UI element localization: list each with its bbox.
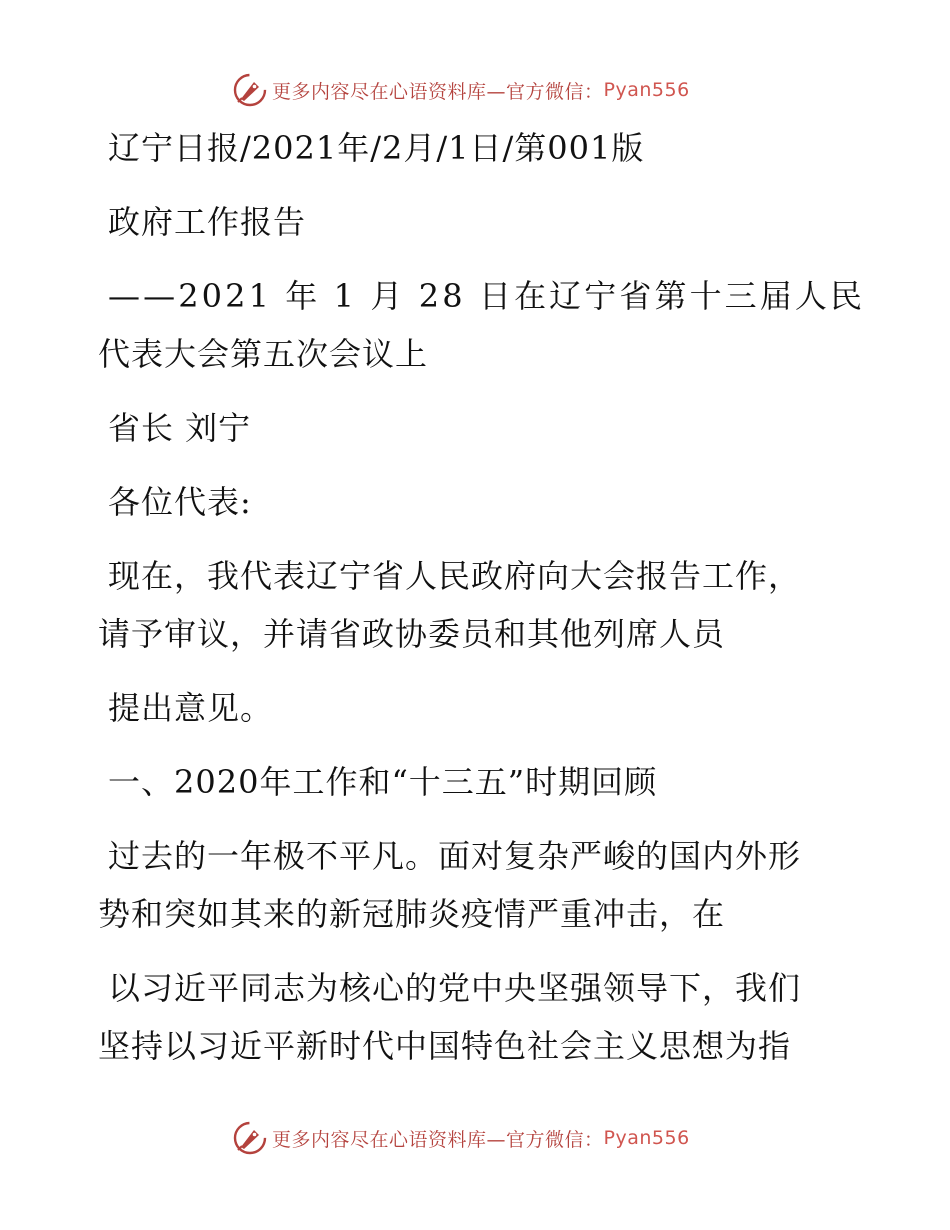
pen-nib-logo-icon [232,72,268,108]
document-source-line: 辽宁日报/2021年/2月/1日/第001版 [108,129,645,167]
section-heading: 一、2020年工作和“十三五”时期回顾 [108,763,658,801]
watermark-text: 更多内容尽在心语资料库—官方微信： [272,1128,604,1151]
watermark-handle: Pyan556 [603,79,690,101]
paragraph-line: 过去的一年极不平凡。面对复杂严峻的国内外形 [108,837,802,875]
footer-watermark [232,1120,690,1156]
paragraph-line: 提出意见。 [108,689,274,727]
paragraph-line: 请予审议，并请省政协委员和其他列席人员 [98,615,726,653]
document-author: 省长 刘宁 [108,409,252,447]
document-salutation: 各位代表: [108,483,252,521]
pen-nib-logo-icon [232,1120,268,1156]
document-subtitle-line-1: ——2021 年 1 月 28 日在辽宁省第十三届人民 [108,277,866,315]
watermark-handle: Pyan556 [603,1127,690,1149]
document-title: 政府工作报告 [108,203,307,241]
paragraph-line: 以习近平同志为核心的党中央坚强领导下，我们 [108,969,802,1007]
document-subtitle-line-2: 代表大会第五次会议上 [98,335,429,373]
paragraph-line: 现在，我代表辽宁省人民政府向大会报告工作， [108,557,802,595]
watermark-text: 更多内容尽在心语资料库—官方微信： [272,80,604,103]
paragraph-line: 势和突如其来的新冠肺炎疫情严重冲击，在 [98,895,726,933]
header-watermark [232,72,690,108]
paragraph-line: 坚持以习近平新时代中国特色社会主义思想为指 [98,1027,792,1065]
